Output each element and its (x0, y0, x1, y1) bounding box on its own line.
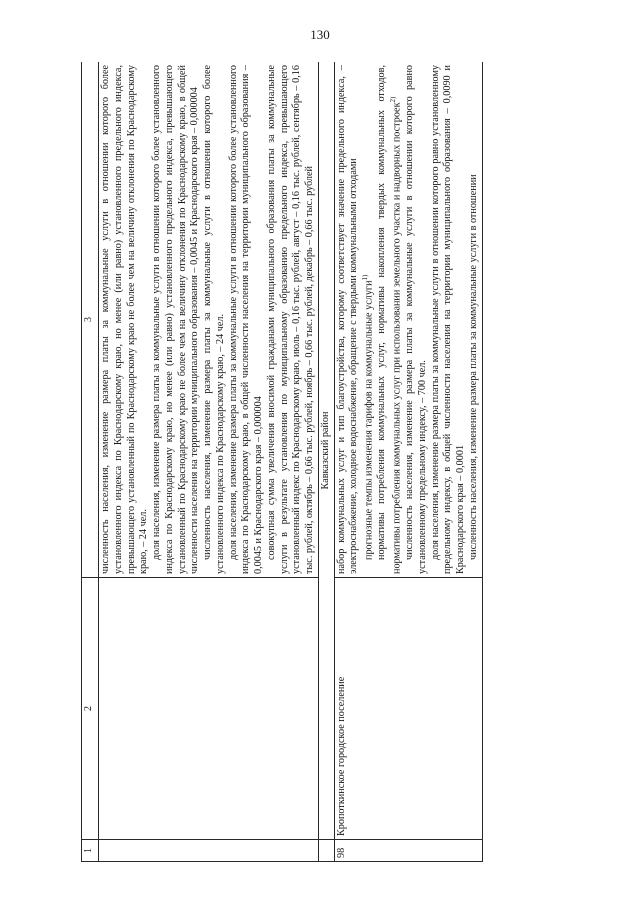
forecast-text: прогнозные темпы изменения тарифов на коммунальные услуги (363, 280, 375, 560)
header-col-1: 1 (82, 840, 99, 862)
page-number: 130 (310, 27, 330, 42)
population-paragraph: численность населения, изменение размера платы за коммунальные услуги в отношении которого равно установленному предельному индексу, – 700 чел. (404, 65, 428, 574)
footnote-2-marker: 2) (388, 96, 397, 103)
row98-details (334, 62, 482, 578)
settlement-name: Кропоткинское городское поселение (334, 578, 482, 840)
footnote-1-marker: 1) (361, 274, 369, 281)
continuation-paragraph: совокупная сумма увеличения вносимой гражданами муниципального образования платы за коммунальные услуги в результате установления по муниципальному образованию предельного индекса, превышающего установленный индекс по Краснодарскому краю, июль – 0,16 тыс. рублей, август – 0,16 тыс. рублей, сентябрь – 0,16 тыс. рублей, октябрь – 0,66 тыс. рублей, ноябрь – 0,66 тыс. рублей, декабрь – 0,66 тыс. рублей (265, 65, 315, 574)
population-share-paragraph: доля населения, изменение размера платы за коммунальные услуги в отношении которого равно установленному предельному индексу, в общей численности населения на территории муниципального образования – 0,0090 и Краснодарского края – 0,0001 (429, 65, 467, 574)
district-empty-cell (318, 840, 334, 862)
row-number: 98 (334, 840, 482, 862)
continuation-name-cell (99, 578, 319, 840)
continuation-text-cell (99, 62, 319, 578)
header-col-2: 2 (82, 578, 99, 840)
services-set-paragraph: набор коммунальных услуг и тип благоустройства, которому соответствует значение предельного индекса, – электроснабжение, холодное водоснабжение, обращение с твердыми коммунальными отходами (335, 65, 360, 574)
table-row-98 (334, 62, 482, 862)
continuation-paragraph: доля населения, изменение размера платы за коммунальные услуги в отношении которого более установленного индекса по Краснодарскому краю, но менее (или равно) установленного предельного индекса, превышающего установленный по Краснодарскому краю не более чем на величину отклонения по Краснодарскому краю, в общей численности населения на территории муниципального образования – 0,0045 и Краснодарского края – 0,000004 (151, 65, 201, 574)
continuation-paragraph: доля населения, изменение размера платы за коммунальные услуги в отношении которого более установленного индекса по Краснодарскому краю, в общей численности населения на территории муниципального образования – 0,0045 и Краснодарского края – 0,000004 (227, 65, 264, 574)
header-col-3: 3 (82, 62, 99, 578)
rotated-page-content (81, 62, 601, 862)
landscape-table-wrapper (81, 62, 601, 862)
continuation-num-cell (99, 840, 319, 862)
norms-paragraph (376, 65, 404, 574)
continuation-paragraph: численность населения, изменение размера платы за коммунальные услуги в отношении которого более установленного индекса по Краснодарскому краю, – 24 чел. (202, 65, 226, 574)
table-header-row (82, 62, 99, 862)
norms-text: нормативы потребления коммунальных услуг, нормативы накопления твердых коммунальных отходов, нормативы потребления коммунальных услуг при использовании земельного участка и надворных построек (376, 65, 403, 574)
population-paragraph-continued: численность населения, изменение размера платы за коммунальные услуги в отношении (467, 174, 479, 560)
continuation-paragraph: численность населения, изменение размера платы за коммунальные услуги в отношении которого более установленного индекса по Краснодарскому краю, но менее (или равно) установленного предельного индекса, превышающего установленный по Краснодарскому краю не более чем на величину отклонения по Краснодарскому краю, – 24 чел. (100, 65, 150, 574)
tariff-table (81, 62, 483, 862)
forecast-paragraph (361, 65, 376, 574)
district-heading: Кавказский район (318, 62, 334, 840)
district-row (318, 62, 334, 862)
continuation-row (99, 62, 319, 862)
